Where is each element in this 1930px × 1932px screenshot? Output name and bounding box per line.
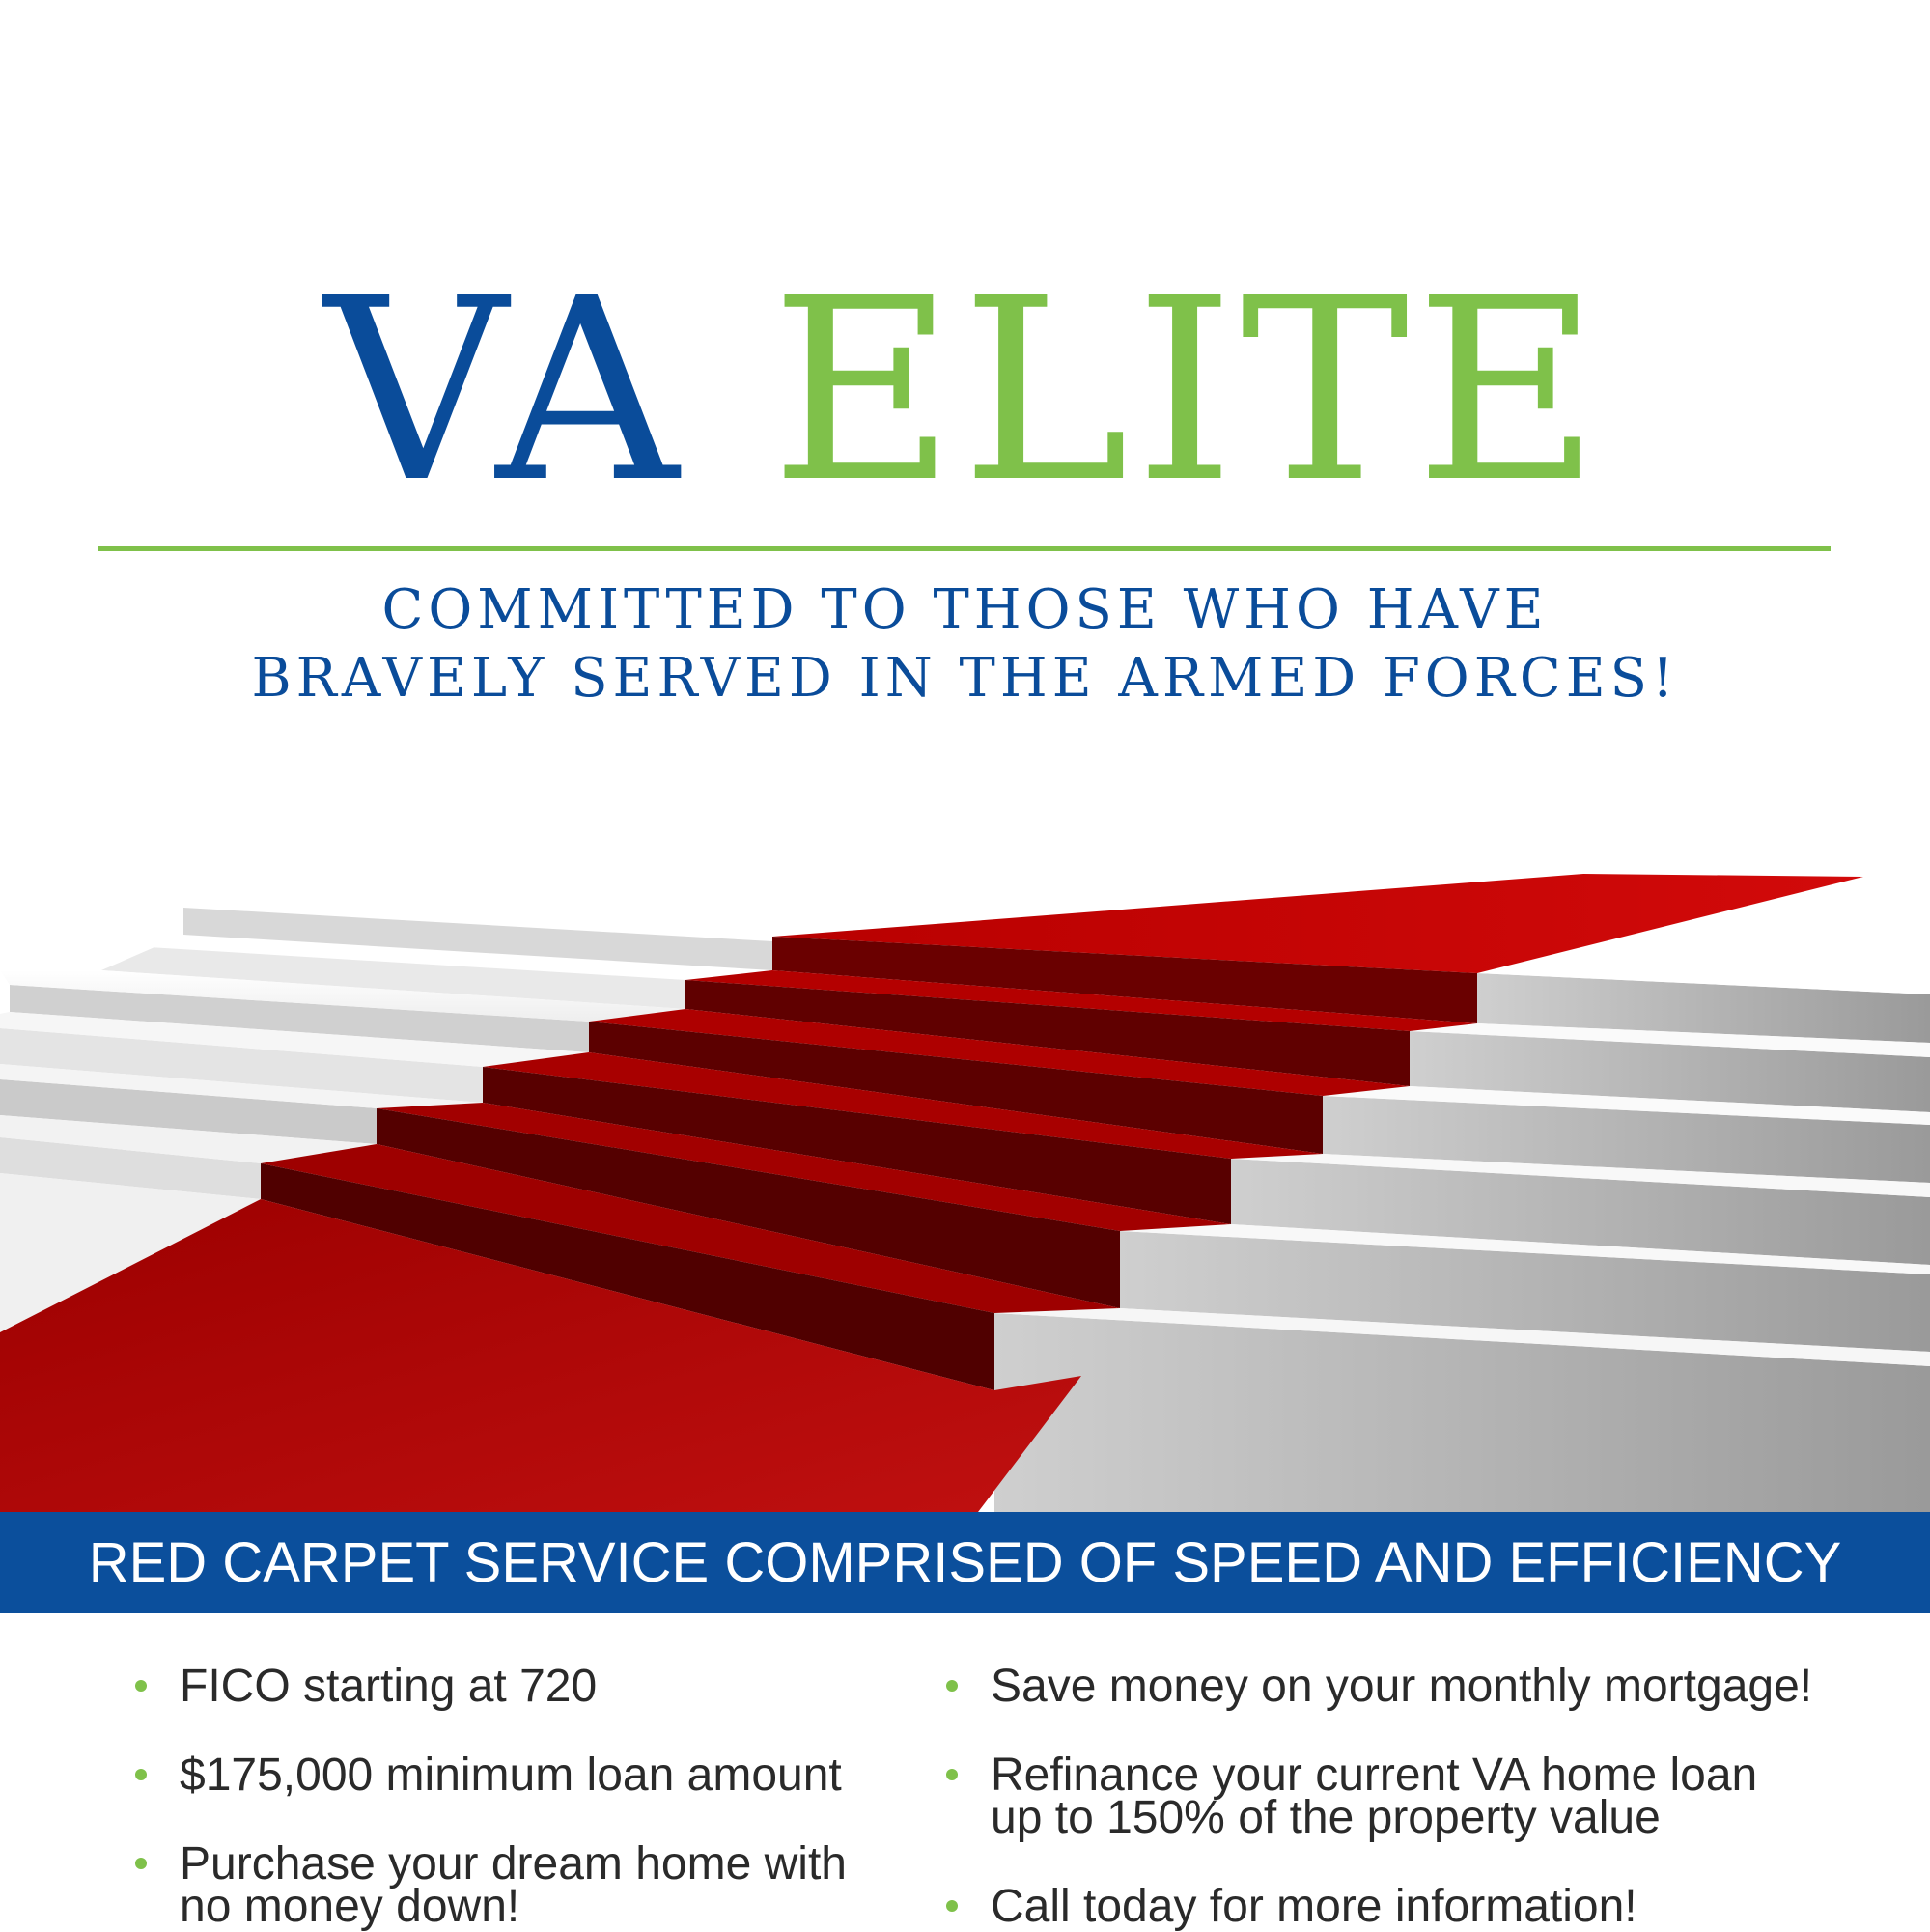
tagline-line-2: BRAVELY SERVED IN THE ARMED FORCES!: [251, 647, 1679, 710]
feature-text: FICO starting at 720: [180, 1661, 598, 1712]
red-carpet-stairs-illustration: [0, 850, 1930, 1516]
feature-item: [143, 1838, 847, 1932]
feature-text: Call today for more information!: [991, 1881, 1637, 1932]
bullet-icon: [135, 1680, 147, 1692]
feature-text-continued: up to 150% of the property value: [991, 1792, 1661, 1843]
feature-item: [954, 1661, 1813, 1712]
feature-item: [954, 1750, 1758, 1843]
feature-text-continued: no money down!: [180, 1881, 520, 1932]
feature-item: [954, 1881, 1637, 1932]
title-va: VA: [324, 243, 685, 538]
feature-text: Purchase your dream home with: [180, 1838, 847, 1890]
feature-item: [143, 1661, 598, 1712]
bullet-icon: [135, 1769, 147, 1780]
feature-item: [143, 1750, 842, 1801]
page-title: [0, 243, 1930, 538]
bullet-icon: [946, 1769, 958, 1780]
feature-text: Refinance your current VA home loan: [991, 1750, 1758, 1801]
bullet-icon: [946, 1680, 958, 1692]
tagline-line-1: COMMITTED TO THOSE WHO HAVE: [381, 578, 1549, 641]
service-banner: RED CARPET SERVICE COMPRISED OF SPEED AND EFFICIENCY: [0, 1512, 1930, 1613]
feature-text: Save money on your monthly mortgage!: [991, 1661, 1813, 1712]
bullet-icon: [946, 1900, 958, 1912]
title-elite: ELITE: [770, 243, 1606, 538]
feature-text: $175,000 minimum loan amount: [180, 1750, 842, 1801]
divider: [98, 546, 1831, 551]
bullet-icon: [135, 1858, 147, 1869]
